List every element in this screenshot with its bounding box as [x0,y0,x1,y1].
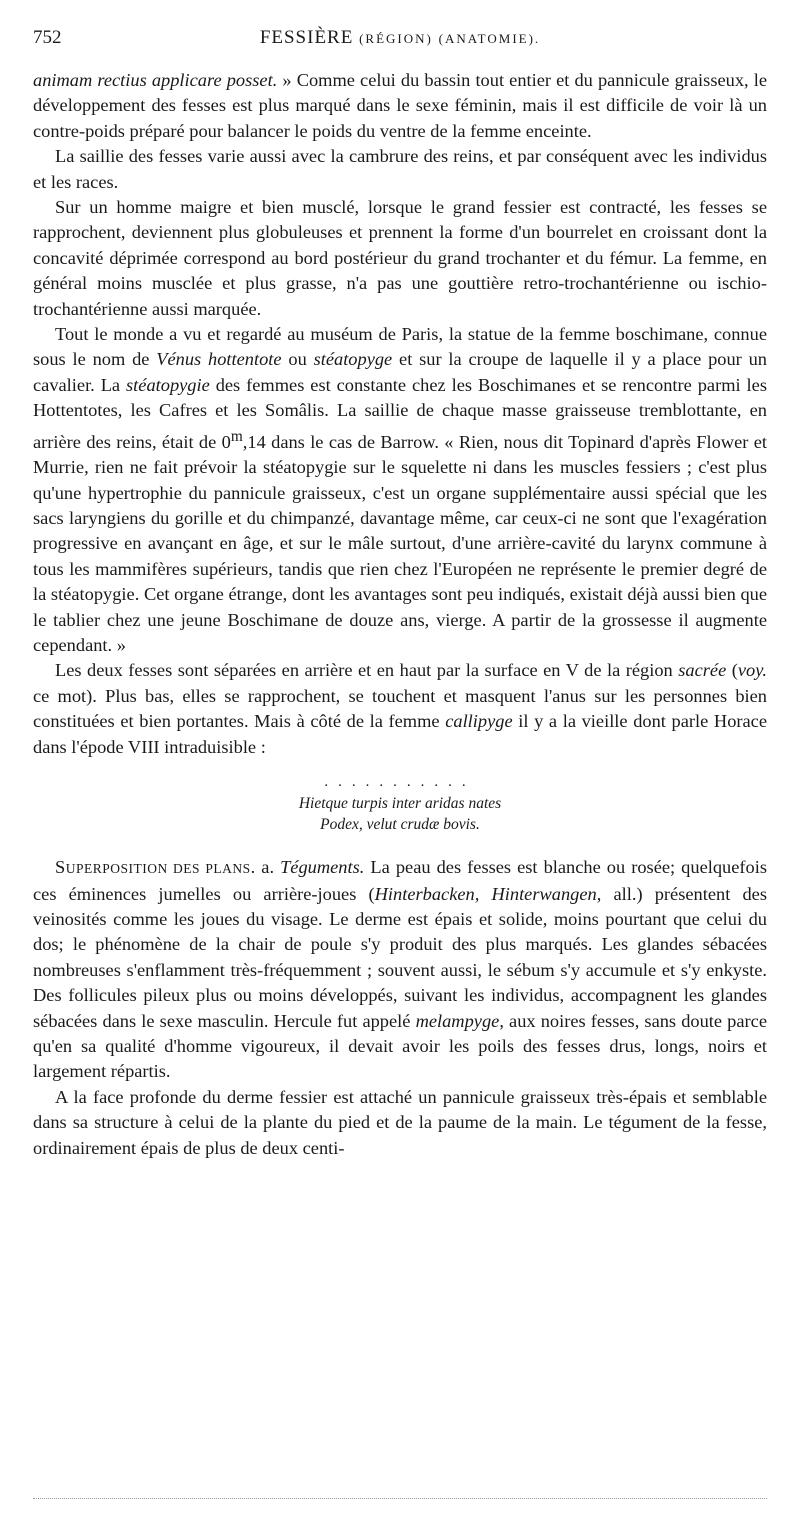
italic-term: Hinterbacken, Hinterwangen [374,883,597,904]
running-head [33,20,767,57]
verse-ellipsis: ........... [324,774,476,791]
heading-initial: S [55,857,66,878]
paragraph-text: il y a la vieille dont parle Horace dans l'épode VIII intraduisible : [33,711,767,757]
italic-term: stéatopyge [313,349,393,370]
running-head-title: FESSIÈRE [259,27,354,48]
paragraph-text: ce mot). Plus bas, elles se rapprochent, se touchent et masquent l'anus sur les personnes bien constituées et bien portantes. Mais à côté de la femme [33,685,767,732]
paragraph-5 [33,658,767,760]
italic-term: voy. [737,660,767,681]
paragraph-text: , aux noires fesses, sans doute parce qu'en sa qualité d'homme vigoureux, il devait avoir les poils des fesses drus, longs, noirs et largement répartis. [33,1010,767,1082]
italic-term: stéatopygie [126,374,210,395]
italic-phrase: animam rectius applicare posset. [33,70,278,90]
paragraph-text: » Comme celui du bassin tout entier et du pannicule graisseux, le développement des fesses est plus marqué dans le sexe féminin, mais il est difficile de voir là un contre-poids préparé pour balancer le poids du ventre de la femme enceinte. [33,70,767,141]
heading-rest: UPERPOSITION DES PLANS [65,861,251,877]
paragraph-text: des femmes est constante chez les Boschimanes et se rencontre parmi les Hottentotes, les Cafres et les Somâlis. La saillie de chaque masse graisseuse tremblottante, en arrière des reins, était de 0 [33,374,767,452]
paragraph-text: La peau des fesses est blanche ou rosée; quelquefois ces éminences jumelles ou arrière-joues ( [33,857,767,904]
unit-superscript: m [230,427,243,445]
paragraph-text: et sur la croupe de laquelle il y a place pour un cavalier. La [33,349,768,395]
paragraph-2: La saillie des fesses varie aussi avec la cambrure des reins, et par conséquent avec les individus et les races. [33,146,767,192]
heading-separator: . a. [250,857,281,878]
paragraph-3: Sur un homme maigre et bien musclé, lorsque le grand fessier est contracté, les fesses se rapprochent, deviennent plus globuleuses et prennent la forme d'un bourrelet en croissant dont la concavité déprimée correspond au bord postérieur du grand trochanter et du fémur. La femme, en général moins musclée et plus grasse, n'a pas une gouttière retro-trochantérienne ou ischio-trochantérienne aussi marquée. [33,197,767,319]
italic-term: Vénus hottentote [156,349,282,370]
page-number: 752 [33,27,62,48]
paragraph-last: A la face profonde du derme fessier est attaché un pannicule graisseux très-épais et semblable dans sa structure à celui de la plante du pied et de la paume de la main. Le tégument de la fesse, ordinairement épais de plus de deux centi- [33,1086,767,1158]
section-heading [55,857,251,878]
footer-rule [33,1498,767,1499]
verse-quote [33,772,767,835]
paragraph-text: ou [281,349,314,370]
verse-line-1: Hietque turpis inter aridas nates [298,795,502,813]
running-head-section: (ANATOMIE). [438,31,541,46]
italic-term: callipyge [445,711,513,732]
paragraph-1 [33,68,767,144]
italic-term: melampyge [415,1010,500,1031]
running-head-region: (RÉGION) [359,31,433,46]
section-teguments [33,855,767,1085]
paragraph-text: ,14 dans le cas de Barrow. « Rien, nous dit Topinard d'après Flower et Murrie, rien ne fait prévoir la stéatopygie sur le squelette ni dans les muscles fessiers ; c'est plus qu'une hypertrophie du pannicule graisseux, c'est un organe supplémentaire aussi spécial que les sacs laryngiens du gorille et du chimpanzé, davantage même, car ceux-ci ne sont que l'exagération progressive en avançant en âge, et sur le mâle surtout, d'une arrière-cavité du larynx commune à tous les mammifères supérieurs, tandis que rien chez l'Européen ne représente le premier degré de la stéatopygie. Cet organe étrange, dont les avantages sont peu indiqués, existait déjà aussi bien que le tablier chez une jeune Boschimane de douze ans, vierge. A partir de la grossesse il augmente cependant. » [33,431,767,656]
italic-term: sacrée [678,660,727,681]
paragraph-text: ( [726,660,738,681]
paragraph-text: , all.) présentent des veinosités comme les joues du visage. Le derme est épais et solide, moins pourtant que celui du dos; le phénomène de la chair de poule s'y produit des plus marqués. Les glandes sébacées nombreuses s'enflamment très-fréquemment ; souvent aussi, le sébum s'y accumule et s'y enkyste. Des follicules pileux plus ou moins développés, suivant les individus, accompagnent les glandes sébacées dans le sexe masculin. Hercule fut appelé [33,883,767,1031]
subheading: Téguments. [280,857,365,878]
page-body [33,68,767,1161]
verse-line-2: Podex, velut crudæ bovis. [320,816,480,834]
paragraph-text: Les deux fesses sont séparées en arrière et en haut par la surface en V de la région [55,660,679,681]
page-header [33,20,767,56]
paragraph-4 [33,322,767,658]
paragraph-text: Tout le monde a vu et regardé au muséum de Paris, la statue de la femme boschimane, connue sous le nom de [33,324,767,370]
